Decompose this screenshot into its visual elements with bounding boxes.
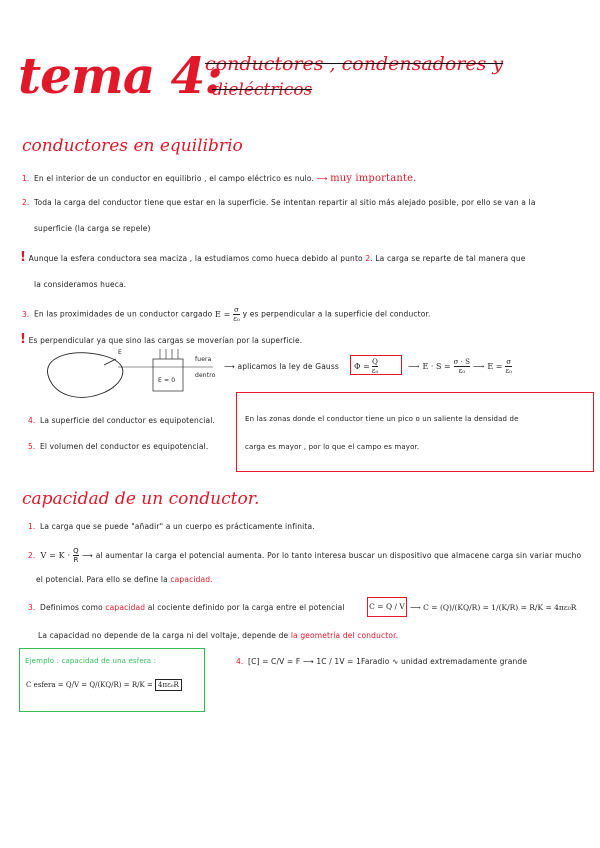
arrow-icon: ⟶ (302, 657, 314, 666)
cap-paragraph-1 (28, 522, 315, 531)
paragraph-text: Toda la carga del conductor tiene que estar en la superficie. Se intentan repartir al sitio más alejado posible, por ello se van a la (34, 198, 536, 207)
arrow-icon: ⟶ (316, 174, 328, 183)
diagram-label-e0: E = 0 (158, 377, 176, 384)
paragraph-number: 1. (22, 174, 30, 183)
potential-fraction (73, 547, 79, 564)
paragraph-number: 5. (28, 442, 36, 451)
paragraph-2 (22, 198, 536, 207)
gauss-text: aplicamos la ley de Gauss (237, 362, 339, 371)
paragraph-number: 3. (22, 309, 30, 319)
page-subtitle-line1: conductores , condensadores y (205, 53, 504, 75)
note-box (236, 392, 594, 472)
formula-num: σ · S (453, 358, 470, 366)
paragraph-text-b: La carga se reparte de tal manera que (375, 254, 526, 263)
paragraph-5 (28, 442, 208, 451)
arrow-icon: ⟶ (408, 362, 420, 371)
paragraph-text: Es perpendicular ya que sino las cargas se moverían por la superficie. (28, 336, 303, 345)
field-arrow (104, 359, 116, 365)
paragraph-1 (22, 173, 416, 184)
highlight-term: capacidad. (170, 575, 213, 584)
formula-es: E · S = (422, 362, 451, 371)
note-line-1: En las zonas donde el conductor tiene un pico o un saliente la densidad de (245, 415, 519, 423)
paragraph-number: 3. (28, 603, 36, 612)
formula-numerator: σ (234, 306, 240, 314)
approx-icon: ∿ (392, 657, 399, 666)
formula-phi: Φ = (354, 362, 370, 371)
paragraph-number: 1. (28, 522, 36, 531)
example-title: Ejemplo : capacidad de una esfera : (25, 657, 157, 665)
paragraph-text: el potencial. Para ello se define la (36, 575, 168, 584)
paragraph-text: El volumen del conductor es equipotencial. (40, 442, 209, 451)
paragraph-text: En el interior de un conductor en equilibrio , el campo eléctrico es nulo. (34, 174, 315, 183)
formula-e: E = (487, 362, 503, 371)
cap-paragraph-3-cont (38, 631, 398, 640)
arrow-icon: ⟶ (224, 362, 235, 371)
formula-denominator: ε₀ (233, 315, 240, 323)
section-heading-equilibrio: conductores en equilibrio (22, 136, 243, 156)
arrow-icon: ⟶ (472, 362, 485, 371)
capacity-chain: C = (Q)/(KQ/R) = 1/(K/R) = R/K = 4πε₀R (423, 603, 577, 612)
note-line-2: carga es mayor , por lo que el campo es mayor. (245, 443, 420, 451)
cap-paragraph-4 (236, 657, 527, 666)
gauss-formula-box (350, 355, 402, 375)
formula-q: Q (372, 358, 378, 366)
formula-sigma-e0 (505, 358, 511, 375)
paragraph-text-b: y es perpendicular a la superficie del conductor. (242, 309, 431, 319)
gauss-derivation (408, 358, 512, 375)
paragraph-number: 2. (28, 551, 36, 560)
units-note: unidad extremadamente grande (400, 657, 528, 666)
formula-den: R (73, 556, 79, 564)
paragraph-text: La carga que se puede "añadir" a un cuerpo es prácticamente infinita. (40, 522, 315, 531)
conductor-shape (48, 353, 123, 398)
page-subtitle-line2: dieléctricos (212, 80, 313, 100)
highlight-term: la geometría del conductor. (290, 631, 399, 640)
cap-paragraph-3 (28, 603, 345, 612)
example-chain: C esfera = Q/V = Q/(KQ/R) = R/K = (26, 681, 153, 689)
paragraph-text: al aumentar la carga el potencial aumenta. Por lo tanto interesa buscar un dispositivo que almacene carga sin variar mucho (95, 551, 582, 560)
units-farad: 1C / 1V = 1Faradio (316, 657, 390, 666)
reference-number: 2. (365, 254, 373, 263)
arrow-icon: ⟶ (81, 551, 93, 560)
capacity-derivation (410, 603, 576, 612)
formula-den: ε₀ (505, 367, 512, 375)
formula-num: σ (506, 358, 512, 366)
gauss-line (224, 362, 339, 371)
example-result: 4πε₀R (155, 679, 182, 691)
arrow-icon: ⟶ (410, 603, 421, 612)
field-formula (214, 306, 243, 323)
capacity-definition-box: C = Q / V (367, 597, 407, 617)
cap-paragraph-2-cont (36, 575, 213, 584)
potential-formula: V = K · (40, 551, 71, 560)
paragraph-warning-1 (20, 250, 526, 265)
highlight-note: muy importante. (330, 173, 417, 184)
formula-sigma-s (454, 358, 470, 375)
highlight-term: capacidad (105, 603, 146, 612)
formula-den: ε₀ (458, 367, 466, 375)
paragraph-text: En las proximidades de un conductor cargado (34, 309, 213, 319)
formula-fraction (233, 306, 240, 323)
diagram-label-fuera: fuera (195, 356, 212, 363)
paragraph-warning-1-cont: la consideramos hueca. (34, 280, 127, 289)
paragraph-number: 4. (236, 657, 244, 666)
gauss-cylinder (153, 359, 183, 391)
page-title: tema 4: (18, 46, 222, 105)
warning-icon: ! (20, 332, 27, 347)
units-formula: [C] = C/V = F (248, 657, 301, 666)
paragraph-4 (28, 416, 215, 425)
diagram-label-e: E (118, 349, 122, 356)
warning-icon: ! (20, 250, 27, 265)
cap-paragraph-2 (28, 547, 581, 564)
formula-num: Q (73, 547, 79, 555)
paragraph-number: 2. (22, 198, 30, 207)
paragraph-number: 4. (28, 416, 36, 425)
formula-lhs: E = (214, 309, 231, 319)
paragraph-text: Definimos como (40, 603, 103, 612)
example-box (19, 648, 205, 712)
paragraph-text-b: al cociente definido por la carga entre el potencial (147, 603, 345, 612)
paragraph-text: La capacidad no depende de la carga ni del voltaje, depende de (38, 631, 289, 640)
paragraph-2-cont: superficie (la carga se repele) (34, 224, 151, 233)
paragraph-text: La superficie del conductor es equipotencial. (40, 416, 215, 425)
paragraph-text: Aunque la esfera conductora sea maciza , la estudiamos como hueca debido al punto (28, 254, 363, 263)
section-heading-capacidad: capacidad de un conductor. (22, 489, 260, 509)
diagram-label-dentro: dentro (195, 372, 216, 379)
formula-e0: ε₀ (371, 367, 379, 375)
paragraph-3 (22, 306, 431, 323)
example-formula (26, 681, 182, 689)
